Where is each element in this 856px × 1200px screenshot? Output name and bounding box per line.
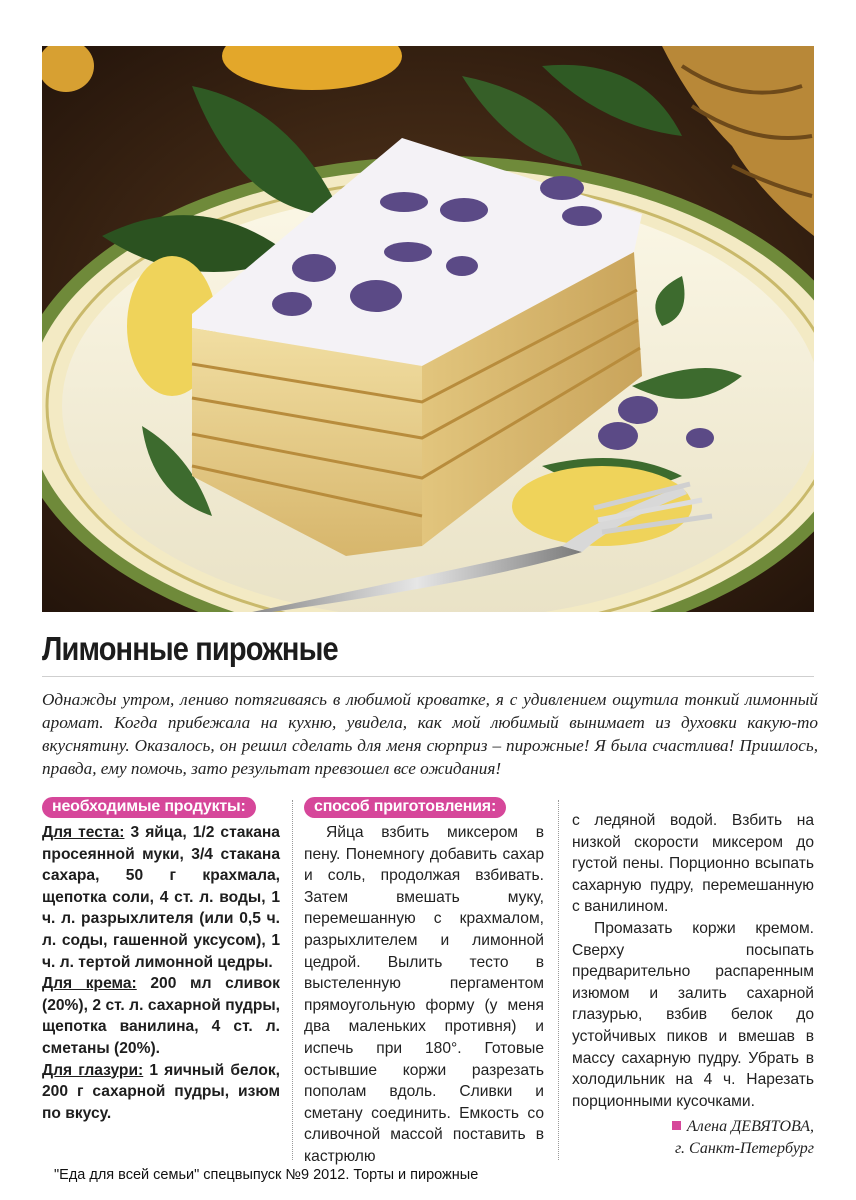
glaze-label: Для глазури: — [42, 1061, 144, 1079]
title-divider — [42, 676, 814, 677]
column-divider — [292, 800, 293, 1160]
author-city: г. Санкт-Петербург — [675, 1140, 814, 1158]
dough-label: Для теста: — [42, 824, 125, 841]
method-column — [304, 797, 544, 1168]
square-bullet-icon — [672, 1121, 681, 1130]
author-name: Алена ДЕВЯТОВА, — [686, 1118, 814, 1136]
cake-illustration — [42, 46, 814, 612]
ingredients-cream — [42, 973, 280, 1059]
method-step-2: с ледяной водой. Взбить на низкой скорости миксером до густой пены. Порционно всыпать сахарную пудру, перемешанную с ванилином. — [572, 812, 814, 916]
footer-caption: "Еда для всей семьи" спецвыпуск №9 2012. Торты и пирожные — [54, 1167, 479, 1183]
intro-paragraph: Однажды утром, лениво потягиваясь в любимой кроватке, я с удивлением ощутила тонкий лимонный аромат. Когда прибежала на кухню, увидела, как мой любимый вынимает из духовки какую-то вкуснятину. Оказалось, он решил сделать для меня сюрприз – пирожные! Я была счастлива! Пришлось, правда, ему помочь, зато результат превзошел все ожидания! — [42, 690, 818, 778]
ingredients-dough — [42, 822, 280, 973]
method-header: способ приготовления: — [304, 797, 506, 818]
column-divider — [558, 800, 559, 1160]
cream-label: Для крема: — [42, 975, 137, 993]
ingredients-column — [42, 797, 280, 1124]
dough-text: 3 яйца, 1/2 стакана просеянной муки, 3/4 стакана сахара, 50 г крахмала, щепотка соли, 4 ст. л. воды, 1 ч. л. разрыхлителя (или 0,5 ч. л. соды, гашенной уксусом), 1 ч. л. тертой лимонной цедры. — [42, 824, 280, 971]
cream-text: 200 мл сливок (20%), 2 ст. л. сахарной пудры, щепотка ванилина, 4 ст. л. сметаны (20%). — [42, 975, 280, 1057]
ingredients-glaze — [42, 1060, 280, 1125]
ingredients-header: необходимые продукты: — [42, 797, 256, 818]
glaze-text: 1 яичный белок, 200 г сахарной пудры, изюм по вкусу. — [42, 1061, 280, 1122]
recipe-title: Лимонные пирожные — [42, 630, 338, 667]
author-signature — [572, 1116, 814, 1160]
cake-photo — [42, 46, 814, 612]
method-continued-column — [572, 810, 814, 1160]
method-step-1: Яйца взбить миксером в пену. Понемногу добавить сахар и соль, продолжая взбивать. Затем вмешать муку, перемешанную с крахмалом, разрыхлителем и лимонной цедрой. Вылить тесто в выстеленную пергаментом прямоугольную форму (у меня два маленьких противня) и испечь при 180°. Готовые остывшие коржи разрезать пополам вдоль. Сливки и сметану соединить. Емкость со сливочной массой поставить в кастрюлю — [304, 824, 544, 1165]
method-step-3: Промазать коржи кремом. Сверху посыпать предварительно распаренным изюмом и залить сахарной глазурью, взбив белок до устойчивых пиков и вмешав в массу сахарную пудру. Убрать в холодильник на 4 ч. Нарезать порционными кусочками. — [572, 919, 814, 1110]
